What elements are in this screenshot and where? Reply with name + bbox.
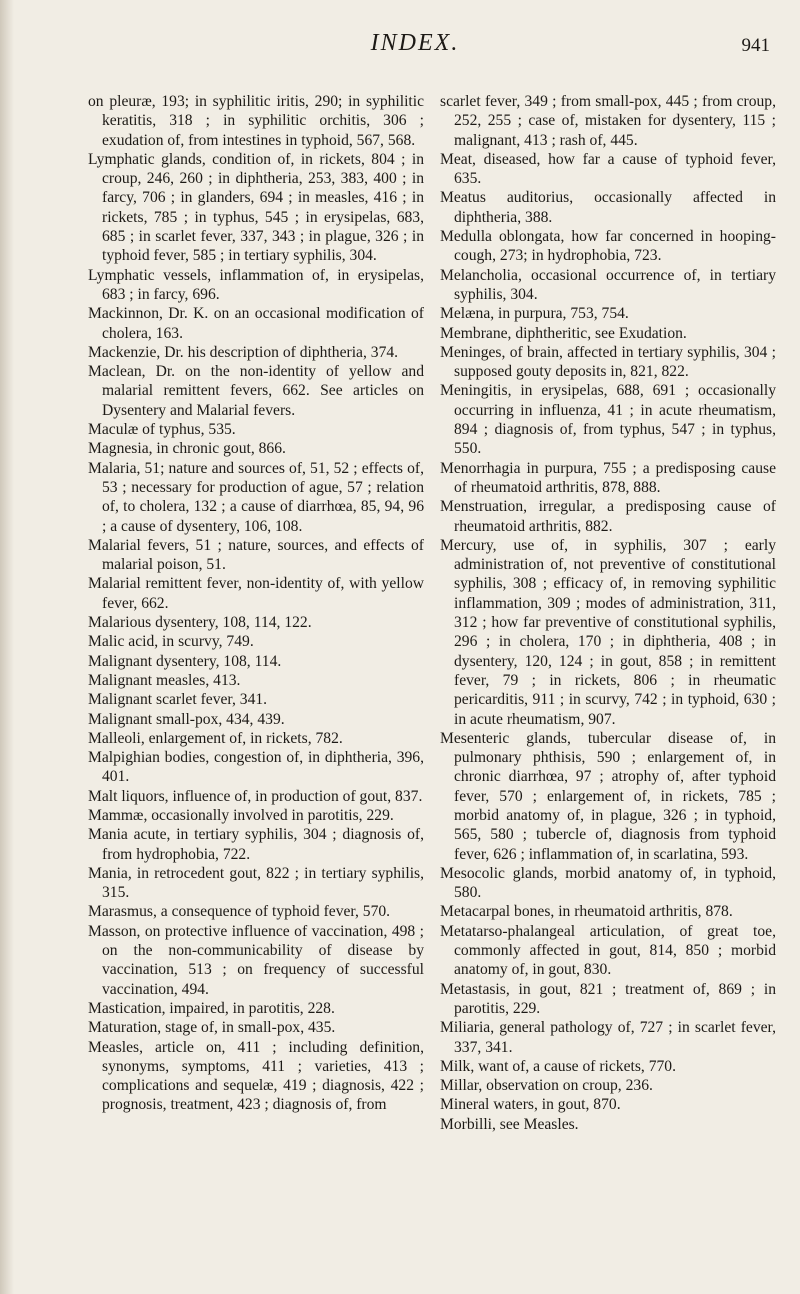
index-entry: Menorrhagia in purpura, 755 ; a predisposing cause of rheumatoid arthritis, 878, 888. [440,459,776,496]
index-entry: Marasmus, a consequence of typhoid fever, 570. [88,903,391,921]
index-entry: Malleoli, enlargement of, in rickets, 782. [88,729,343,747]
index-column-left [88,92,424,1115]
index-entry: Maculæ of typhus, 535. [88,421,236,439]
index-entry: Mesocolic glands, morbid anatomy of, in typhoid, 580. [440,864,776,902]
index-entry: Morbilli, see Measles. [440,1115,579,1133]
index-entry: Malt liquors, influence of, in production of gout, 837. [88,787,423,805]
index-entry: Mesenteric glands, tubercular disease of, in pulmonary phthisis, 590 ; enlargement of, in chronic diarrhœa, 97 ; atrophy of, after typhoid fever, 570 ; enlargement of, in rickets, 785 ; morbid anatomy of, in plague, 326 ; in typhoid, 565, 580 ; tubercle of, diagnosis from typhoid fever, 626 ; inflammation of, in scarlatina, 593. [440,729,776,863]
index-entry: Membrane, diphtheritic, see Exudation. [440,324,687,342]
index-entry: Malignant scarlet fever, 341. [88,691,268,709]
binding-gutter-shadow [0,0,14,1294]
index-entry: Mammæ, occasionally involved in parotitis, 229. [88,806,394,824]
index-entry: Mercury, use of, in syphilis, 307 ; early administration of, not preventive of constitutional syphilis, 308 ; efficacy of, in removing syphilitic inflammation, 309 ; modes of administration, 311, 312 ; how far preventive of constitutional syphilis, 296 ; in cholera, 170 ; in diphtheria, 408 ; in dysentery, 120, 124 ; in gout, 858 ; in remittent fever, 79 ; in rickets, 806 ; in rheumatic pericarditis, 911 ; in scurvy, 742 ; in typhoid, 630 ; in acute rheumatism, 907. [440,536,776,728]
index-entry: Mania, in retrocedent gout, 822 ; in tertiary syphilis, 315. [88,864,424,902]
index-entry: Magnesia, in chronic gout, 866. [88,440,286,458]
index-entry: Menstruation, irregular, a predisposing cause of rheumatoid arthritis, 882. [440,498,776,535]
index-entry: Malignant measles, 413. [88,671,241,689]
index-entry: Milk, want of, a cause of rickets, 770. [440,1057,677,1075]
index-column-right [440,92,776,1134]
index-entry: Mineral waters, in gout, 870. [440,1096,621,1114]
index-entry: Malaria, 51; nature and sources of, 51, 52 ; effects of, 53 ; necessary for production of ague, 57 ; relation of, to cholera, 132 ; a cause of diarrhœa, 85, 94, 96 ; a cause of dysentery, 106, 108. [88,459,424,535]
index-entry: Lymphatic vessels, inflammation of, in erysipelas, 683 ; in farcy, 696. [88,266,424,303]
index-entry: Miliaria, general pathology of, 727 ; in scarlet fever, 337, 341. [440,1019,776,1056]
index-entry: Malarial fevers, 51 ; nature, sources, and effects of malarial poison, 51. [88,536,424,574]
index-entry: Maturation, stage of, in small-pox, 435. [88,1019,336,1037]
index-entry: Malignant dysentery, 108, 114. [88,652,282,670]
index-entry: scarlet fever, 349 ; from small-pox, 445 ; from croup, 252, 255 ; case of, mistaken for dysentery, 115 ; malignant, 413 ; rash of, 445. [440,93,776,149]
index-entry: Metastasis, in gout, 821 ; treatment of, 869 ; in parotitis, 229. [440,980,776,1017]
index-entry: Malarious dysentery, 108, 114, 122. [88,614,312,632]
index-entry: Malarial remittent fever, non-identity of, with yellow fever, 662. [88,575,424,612]
index-entry: Melancholia, occasional occurrence of, in tertiary syphilis, 304. [440,266,776,303]
index-entry: Metatarso-phalangeal articulation, of great toe, commonly affected in gout, 814, 850 ; morbid anatomy of, in gout, 830. [440,922,776,979]
index-entry: Millar, observation on croup, 236. [440,1077,653,1095]
index-entry: Meningitis, in erysipelas, 688, 691 ; occasionally occurring in influenza, 41 ; in acute rheumatism, 894 ; diagnosis of, from typhus, 547 ; in typhus, 550. [440,382,776,458]
index-entry: Meat, diseased, how far a cause of typhoid fever, 635. [440,150,776,188]
index-entry: Masson, on protective influence of vaccination, 498 ; on the non-communicability of disease by vaccination, 513 ; on frequency of successful vaccination, 494. [88,922,424,998]
index-entry: Medulla oblongata, how far concerned in hooping-cough, 273; in hydrophobia, 723. [440,228,776,265]
index-entry: Meninges, of brain, affected in tertiary syphilis, 304 ; supposed gouty deposits in, 821, 822. [440,343,776,381]
index-entry: Malic acid, in scurvy, 749. [88,633,254,651]
index-entry: Maclean, Dr. on the non-identity of yellow and malarial remittent fevers, 662. See articles on Dysentery and Malarial fevers. [88,363,424,419]
running-title: INDEX. [370,30,460,56]
index-entry: Mackenzie, Dr. his description of diphtheria, 374. [88,343,399,361]
index-entry: Melæna, in purpura, 753, 754. [440,305,629,323]
index-entry: Malpighian bodies, congestion of, in diphtheria, 396, 401. [88,749,424,786]
page-number: 941 [741,35,770,56]
page-header [60,30,770,70]
index-entry: Mackinnon, Dr. K. on an occasional modification of cholera, 163. [88,305,424,342]
index-entry: Measles, article on, 411 ; including definition, synonyms, symptoms, 411 ; varieties, 413 ; complications and sequelæ, 419 ; diagnosis, 422 ; prognosis, treatment, 423 ; diagnosis of, from [88,1038,424,1114]
index-entry: Lymphatic glands, condition of, in rickets, 804 ; in croup, 246, 260 ; in diphtheria, 253, 383, 400 ; in farcy, 706 ; in glanders, 694 ; in measles, 416 ; in rickets, 785 ; in typhus, 545 ; in erysipelas, 683, 685 ; in scarlet fever, 337, 343 ; in plague, 326 ; in typhoid fever, 585 ; in tertiary syphilis, 304. [88,150,424,265]
index-entry: Mania acute, in tertiary syphilis, 304 ; diagnosis of, from hydrophobia, 722. [88,826,424,863]
index-entry: Mastication, impaired, in parotitis, 228. [88,999,335,1017]
index-entry: on pleuræ, 193; in syphilitic iritis, 290; in syphilitic keratitis, 318 ; in syphilitic orchitis, 306 ; exudation of, from intestines in typhoid, 567, 568. [88,93,424,149]
index-entry: Metacarpal bones, in rheumatoid arthritis, 878. [440,903,733,921]
index-entry: Malignant small-pox, 434, 439. [88,710,285,728]
index-entry: Meatus auditorius, occasionally affected in diphtheria, 388. [440,189,776,226]
